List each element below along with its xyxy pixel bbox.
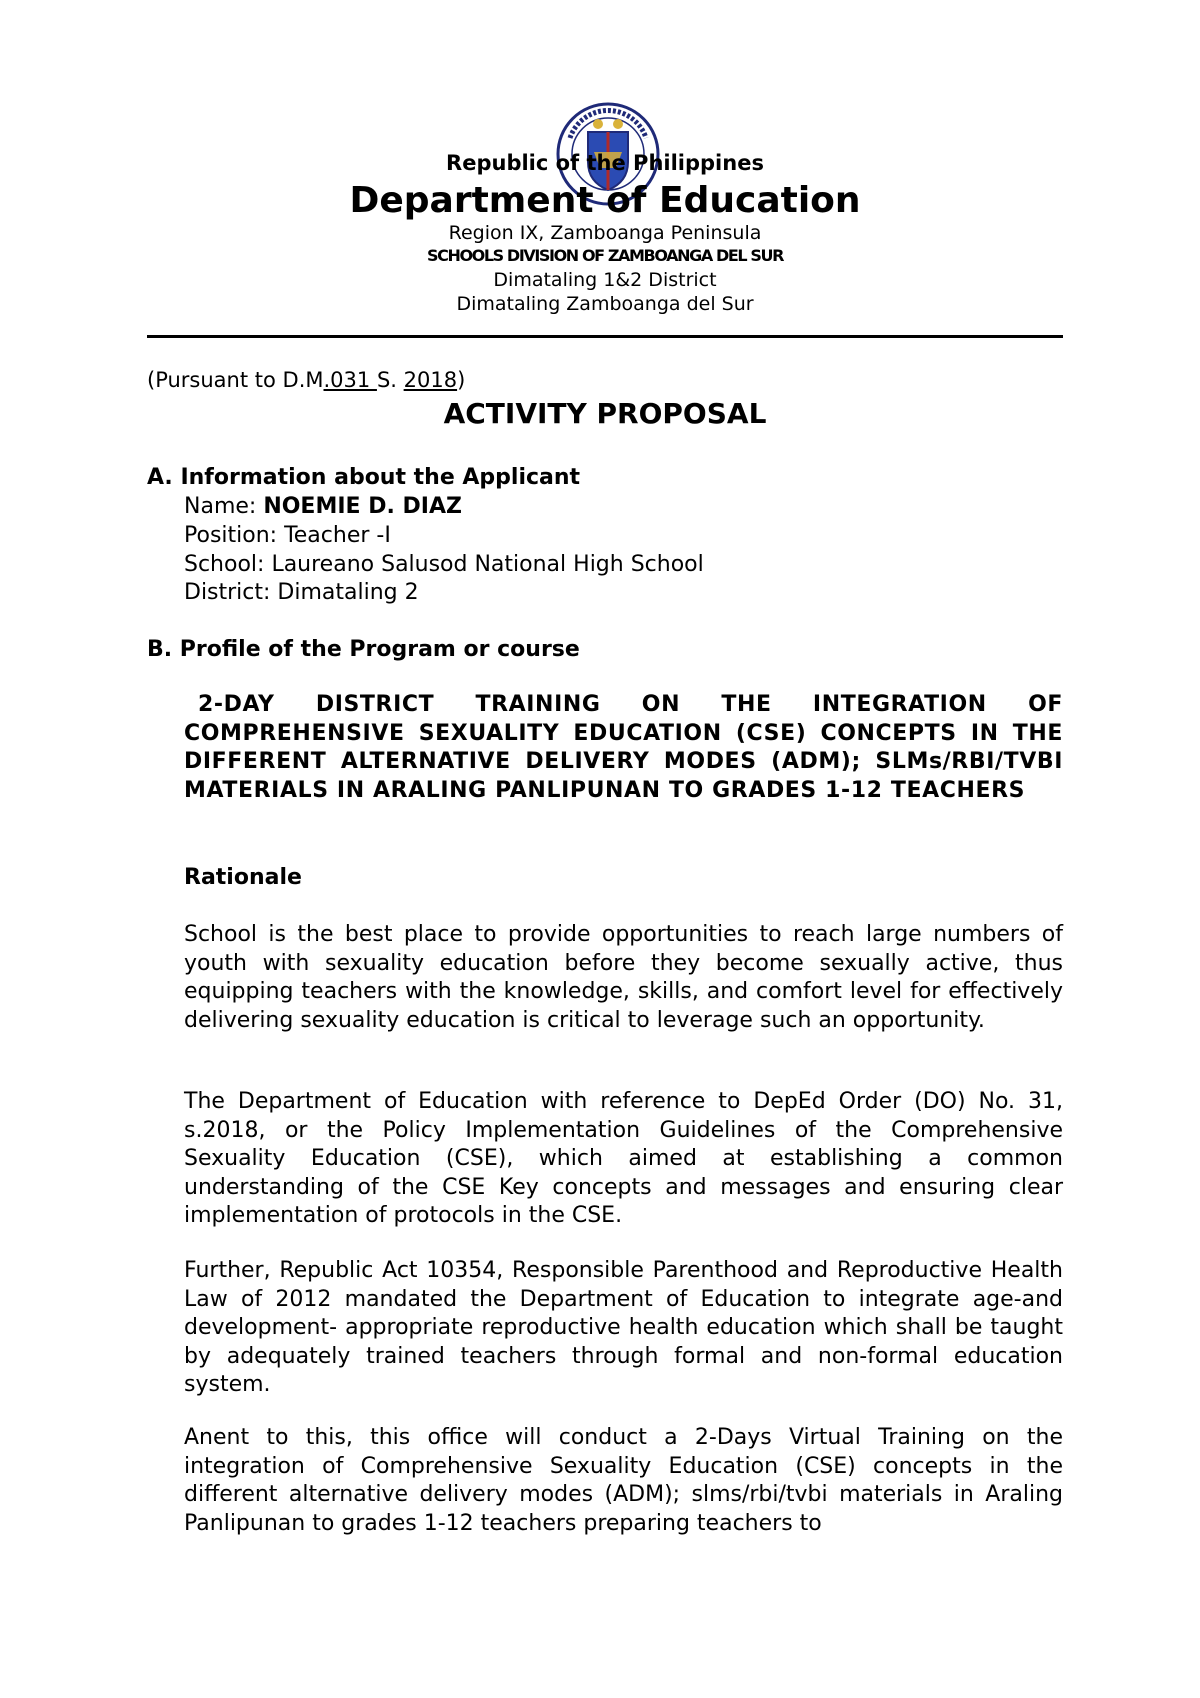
division-line: SCHOOLS DIVISION OF ZAMBOANGA DEL SUR bbox=[426, 246, 783, 265]
pursuant-prefix: (Pursuant to D.M bbox=[147, 368, 324, 392]
rationale-paragraph: Further, Republic Act 10354, Responsible Parenthood and Reproductive Health Law of 2012 mandated the Department of Education to integrate age-and development- appropriate reproductive health education which shall be taught by adequately trained teachers through formal and non-formal education system. bbox=[184, 1258, 1063, 1398]
department-heading: Department of Education bbox=[349, 180, 861, 221]
memo-year: 2018 bbox=[403, 368, 458, 392]
rationale-paragraph: The Department of Education with reference to DepEd Order (DO) No. 31, s.2018, or the Policy Implementation Guidelines of the Comprehensive Sexuality Education (CSE), which aimed at establishing a common understanding of the CSE Key concepts and messages and ensuring clear implementation of protocols in the CSE. bbox=[184, 1089, 1063, 1229]
program-title: 2-DAY DISTRICT TRAINING ON THE INTEGRATION OF COMPREHENSIVE SEXUALITY EDUCATION (CSE) CONCEPTS IN THE DIFFERENT ALTERNATIVE DELIVERY MODES (ADM); SLMs/RBI/TVBI MATERIALS IN ARALING PANLIPUNAN TO GRADES 1-12 TEACHERS bbox=[184, 692, 1063, 803]
address-line: Dimataling Zamboanga del Sur bbox=[456, 293, 754, 315]
applicant-district: District: Dimataling 2 bbox=[184, 580, 419, 605]
pursuant-line bbox=[147, 368, 465, 392]
section-a-heading: A. Information about the Applicant bbox=[147, 465, 581, 490]
applicant-name bbox=[184, 494, 462, 519]
district-line: Dimataling 1&2 District bbox=[493, 269, 717, 291]
series-label: S. bbox=[376, 368, 404, 392]
name-value: NOEMIE D. DIAZ bbox=[263, 494, 462, 519]
applicant-position: Position: Teacher -I bbox=[184, 523, 391, 548]
pursuant-suffix: ) bbox=[457, 368, 466, 392]
rationale-paragraph: School is the best place to provide opportunities to reach large numbers of youth with sexuality education before they become sexually active, thus equipping teachers with the knowledge, skills, and comfort level for effectively delivering sexuality education is critical to leverage such an opportunity. bbox=[184, 922, 1063, 1033]
rationale-paragraph: Anent to this, this office will conduct a 2-Days Virtual Training on the integration of Comprehensive Sexuality Education (CSE) concepts in the different alternative delivery modes (ADM); slms/rbi/tvbi materials in Araling Panlipunan to grades 1-12 teachers preparing teachers to bbox=[184, 1425, 1063, 1536]
name-label: Name: bbox=[184, 494, 264, 519]
republic-heading: Republic of the Philippines bbox=[446, 151, 764, 175]
document-title: ACTIVITY PROPOSAL bbox=[443, 397, 767, 430]
region-line: Region IX, Zamboanga Peninsula bbox=[448, 222, 762, 244]
memo-number: .031 bbox=[323, 368, 377, 392]
header-divider bbox=[147, 335, 1063, 338]
applicant-school: School: Laureano Salusod National High School bbox=[184, 552, 704, 577]
section-b-heading: B. Profile of the Program or course bbox=[147, 637, 580, 662]
rationale-heading: Rationale bbox=[184, 865, 302, 890]
